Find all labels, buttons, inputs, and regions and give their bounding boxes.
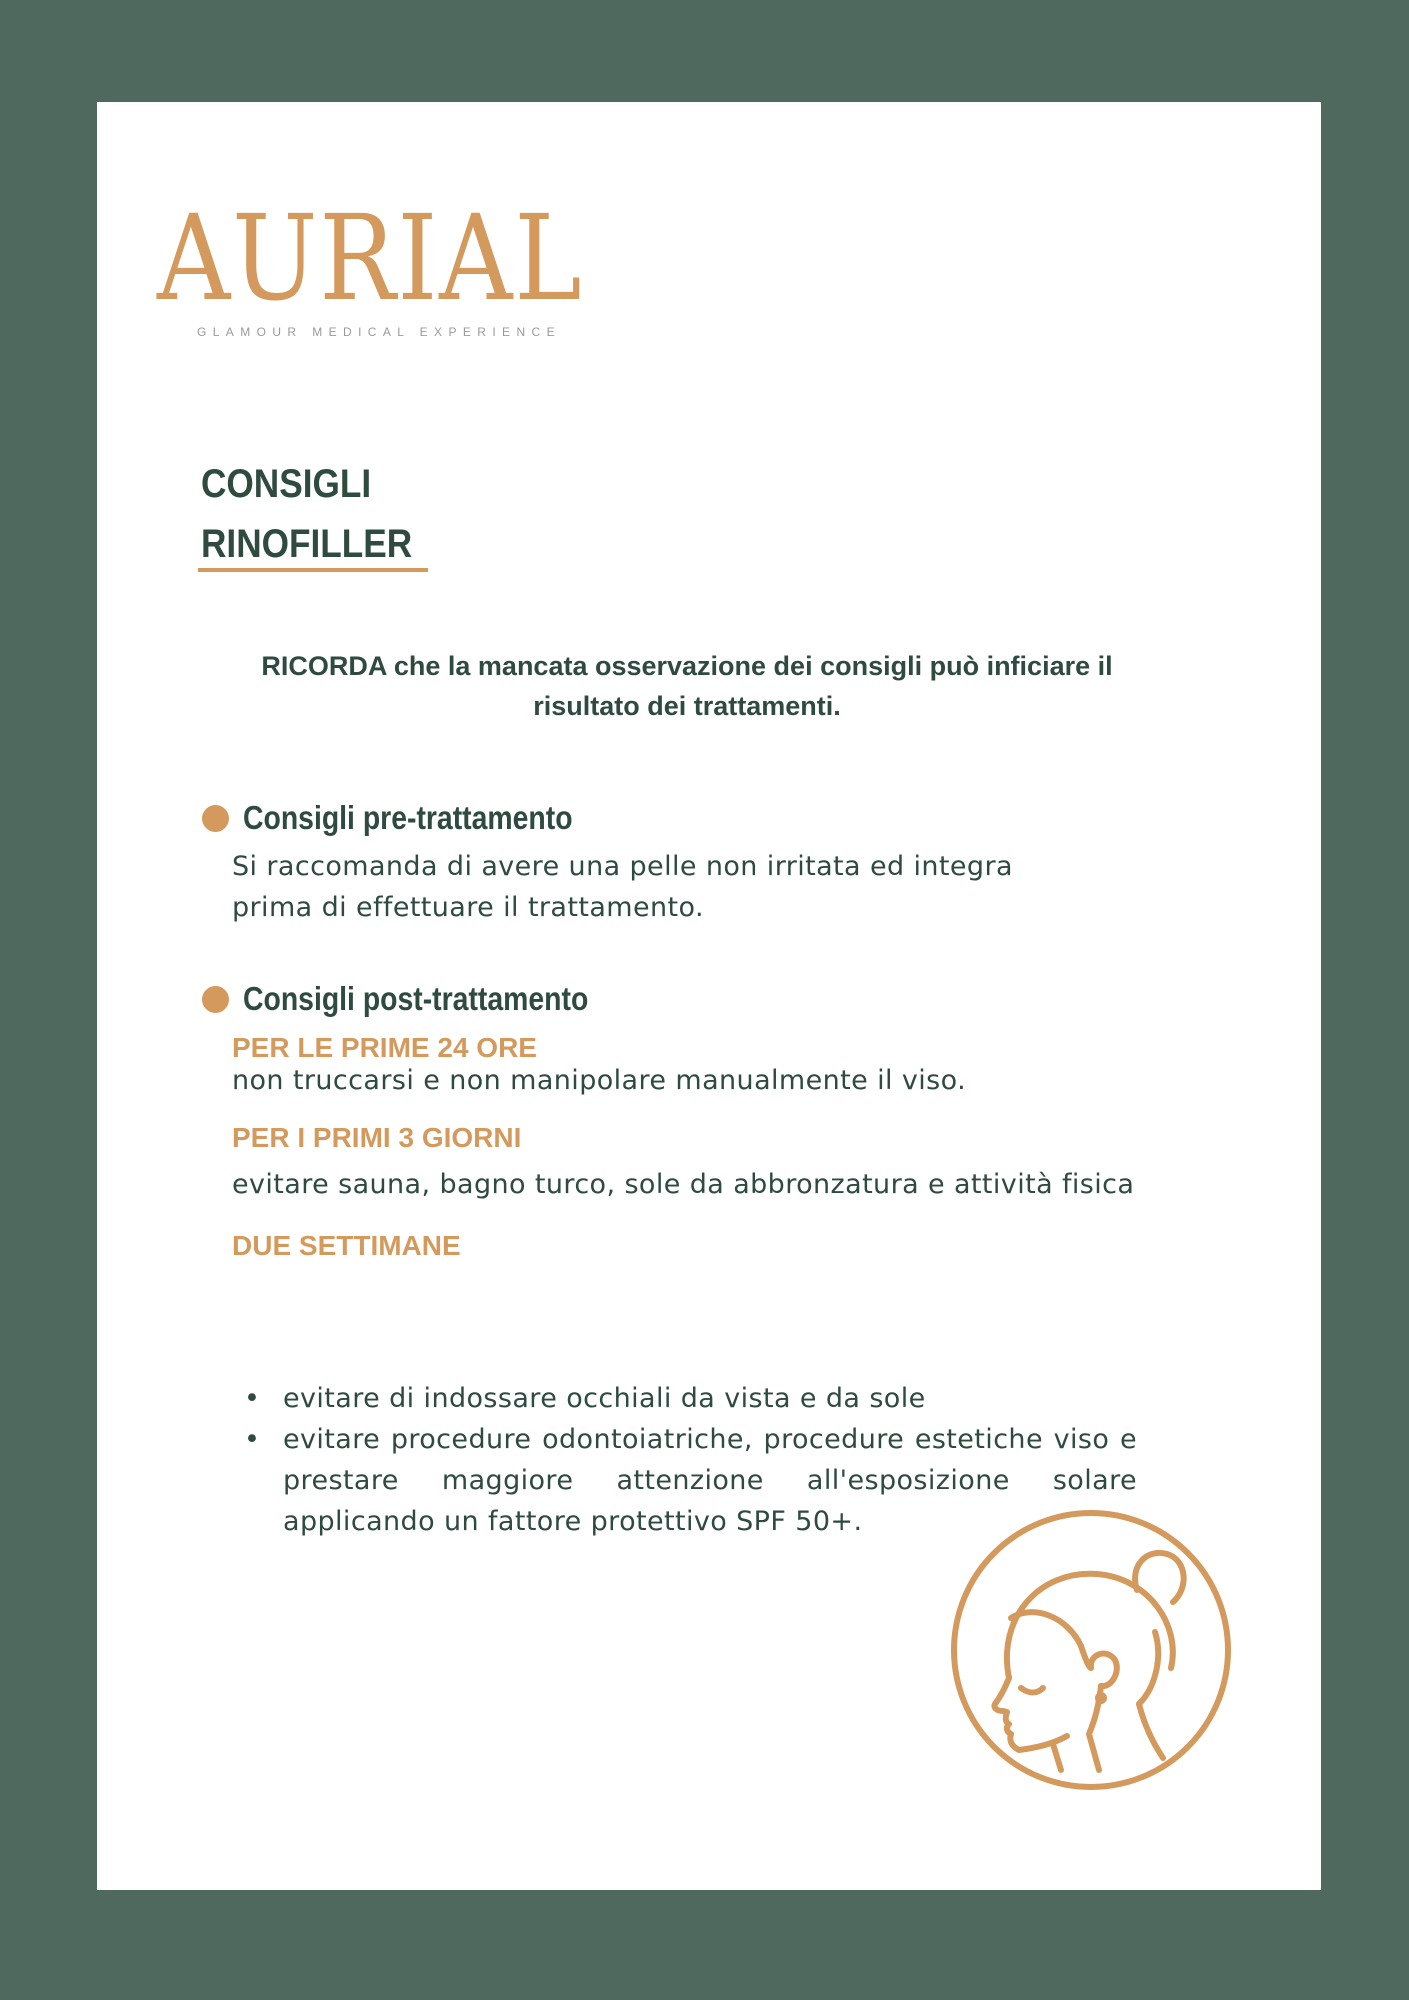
list-item: • evitare procedure odontoiatriche, procedure estetiche viso e prestare maggiore attenzione all'esposizione solare applicando un fattore protettivo SPF 50+. [232,1419,1137,1542]
post-treatment-heading [202,980,645,1018]
list-item: • evitare di indossare occhiali da vista e da sole [232,1378,1137,1419]
pre-treatment-text: Si raccomanda di avere una pelle non irritata ed integra prima di effettuare il trattamento. [232,851,1013,923]
pre-treatment-heading-text: Consigli pre-trattamento [243,799,573,836]
title-underline [198,568,428,572]
first-24-hours-text: non truccarsi e non manipolare manualmente il viso. [232,1065,967,1096]
title-line-1: CONSIGLI [201,462,372,506]
pre-treatment-heading [202,799,626,837]
woman-face-profile-icon [949,1508,1233,1792]
brand-name: AURIAL [157,189,584,327]
bullet-dot-icon [202,805,229,832]
title-line-2: RINOFILLER [201,522,413,566]
brand-logo [157,189,584,339]
first-3-days-label: PER I PRIMI 3 GIORNI [232,1122,522,1153]
page-title [201,454,412,574]
reminder-note: RICORDA che la mancata osservazione dei consigli può inficiare il risultato dei trattamenti. [261,651,1113,721]
first-24-hours-label: PER LE PRIME 24 ORE [232,1032,537,1063]
bullet-dot-icon [202,986,229,1013]
brand-tagline: GLAMOUR MEDICAL EXPERIENCE [197,325,561,339]
post-treatment-heading-text: Consigli post-trattamento [243,980,589,1017]
two-weeks-label: DUE SETTIMANE [232,1230,461,1261]
document-page [97,102,1321,1890]
first-3-days-text: evitare sauna, bagno turco, sole da abbronzatura e attività fisica [232,1169,1135,1200]
